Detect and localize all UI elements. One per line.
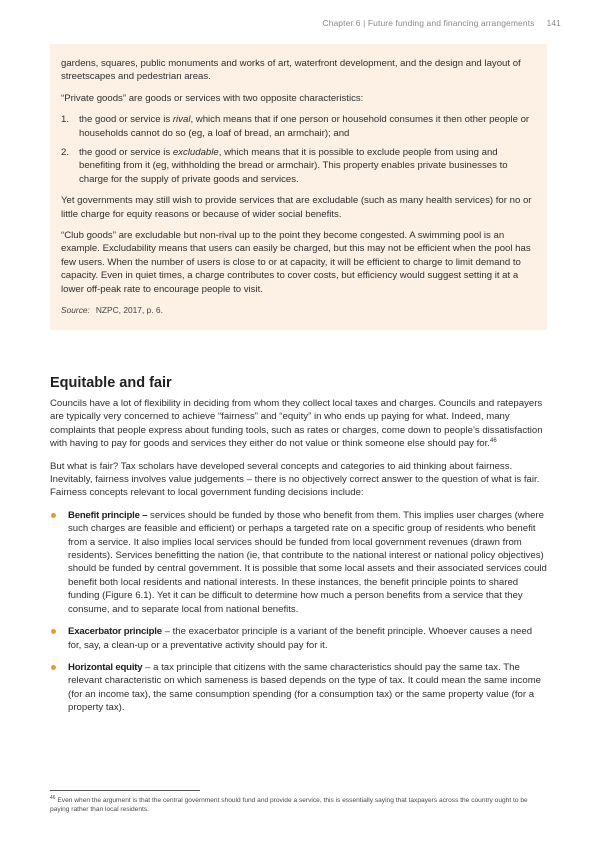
page-number: 141 [546, 18, 561, 28]
paragraph-text: Councils have a lot of flexibility in deciding from whom they collect local taxes and charges. Councils and ratepayers are typically very concerned to achieve “fairness” and “equity” in who ends up paying for what. Indeed, many complaints that people express about funding tools, such as rates or charges, come down to people’s dissatisfaction with having to pay for goods and services they either do not value or think someone else should pay for. [50, 398, 543, 450]
list-term: rival [172, 114, 191, 126]
list-item [61, 113, 536, 140]
bullet-icon [51, 665, 56, 670]
concept-term: Exacerbator principle [68, 626, 162, 638]
concept-term: Horizontal equity [68, 661, 143, 673]
box-source [61, 304, 536, 317]
paragraph: But what is fair? Tax scholars have developed several concepts and categories to aid thinking about fairness. Inevitably, fairness involves value judgements – there is no objectively correct answer to the question of what is fair. Fairness concepts relevant to local government funding decisions include: [50, 460, 540, 499]
concept-text: services should be funded by those who benefit from them. This implies user charges (where such charges are feasible and efficient) or perhaps a targeted rate on a specific group of residents who benefit from a service. It also implies local services should be funded from local government revenues (drawn from residents). Services benefitting the nation (ie, that contribute to the national interest or national policy objectives) should be funded by central government. It is possible that some local assets and their associated services could benefit both local residents and national interests. In these instances, the benefit principle points to shared funding (Figure 6.1). Yet it can be difficult to determine how much a person benefits from a service that they consume, and to separate local from national benefits. [68, 509, 547, 615]
footnote-text: Even when the argument is that the central government should fund and provide a service, this is essentially saying that taxpayers across the country ought to be paying rather than local residents. [50, 797, 528, 813]
footnote [50, 796, 547, 814]
list-number: 1. [61, 114, 70, 126]
list-item [50, 625, 547, 652]
box-characteristics-list [61, 113, 536, 186]
main-section [50, 374, 547, 724]
bullet-icon [51, 513, 56, 518]
footnote-number: 46 [50, 794, 56, 801]
fairness-concepts-list [50, 509, 547, 715]
list-text: , which means that if one person or household consumes it then other people or households cannot do so (eg, a loaf of bread, an armchair); and [79, 114, 530, 139]
footnote-ref: 46 [489, 438, 497, 445]
list-item [50, 509, 547, 616]
box-yet: Yet governments may still wish to provide services that are excludable (such as many health services) for no or little charge for equity reasons or because of wider social benefits. [61, 195, 532, 220]
concept-text: – the exacerbator principle is a variant of the benefit principle. Whoever causes a need for, say, a clean-up or a preventative activity should pay for it. [68, 626, 533, 651]
concept-text: – a tax principle that citizens with the same characteristics should pay the same tax. The relevant characteristic on which sameness is based depends on the type of tax. It could mean the same income (for an income tax), the same consumption spending (for a consumption tax) or the same property value (for a property tax). [68, 661, 542, 714]
definition-box [50, 44, 547, 330]
list-item [50, 661, 547, 715]
list-number: 2. [61, 147, 70, 159]
list-term: excludable [172, 147, 219, 159]
list-item [61, 146, 536, 186]
list-text: the good or service is [79, 147, 173, 159]
box-intro: gardens, squares, public monuments and works of art, waterfront development, and the design and layout of streetscapes and pedestrian areas. [61, 58, 521, 83]
paragraph [50, 397, 547, 451]
concept-term: Benefit principle – [68, 509, 148, 521]
box-private-goods: “Private goods” are goods or services with two opposite characteristics: [61, 92, 364, 104]
running-header [322, 18, 561, 28]
chapter-title: Chapter 6 | Future funding and financing arrangements [322, 18, 535, 28]
list-text: the good or service is [79, 114, 173, 126]
box-club-goods: “Club goods” are excludable but non-rival up to the point they become congested. A swimming pool is an example. Excludability means that users can easily be charged, but this may not be efficient when the pool has few users. When the number of users is close to or at capacity, it will be efficient to charge to limit demand to capacity. Even in quiet times, a charge contributes to cover costs, but efficiency would suggest setting it at a lower off-peak rate to encourage people to visit. [61, 230, 531, 295]
footnote-divider [50, 790, 200, 791]
source-text: NZPC, 2017, p. 6. [95, 305, 163, 316]
list-text: , which means that it is possible to exclude people from using and benefiting from it (eg, withholding the bread or armchair). This property enables private businesses to charge for the supply of private goods and services. [79, 147, 508, 185]
bullet-icon [51, 629, 56, 634]
section-heading: Equitable and fair [50, 375, 172, 391]
source-label: Source: [61, 305, 90, 316]
